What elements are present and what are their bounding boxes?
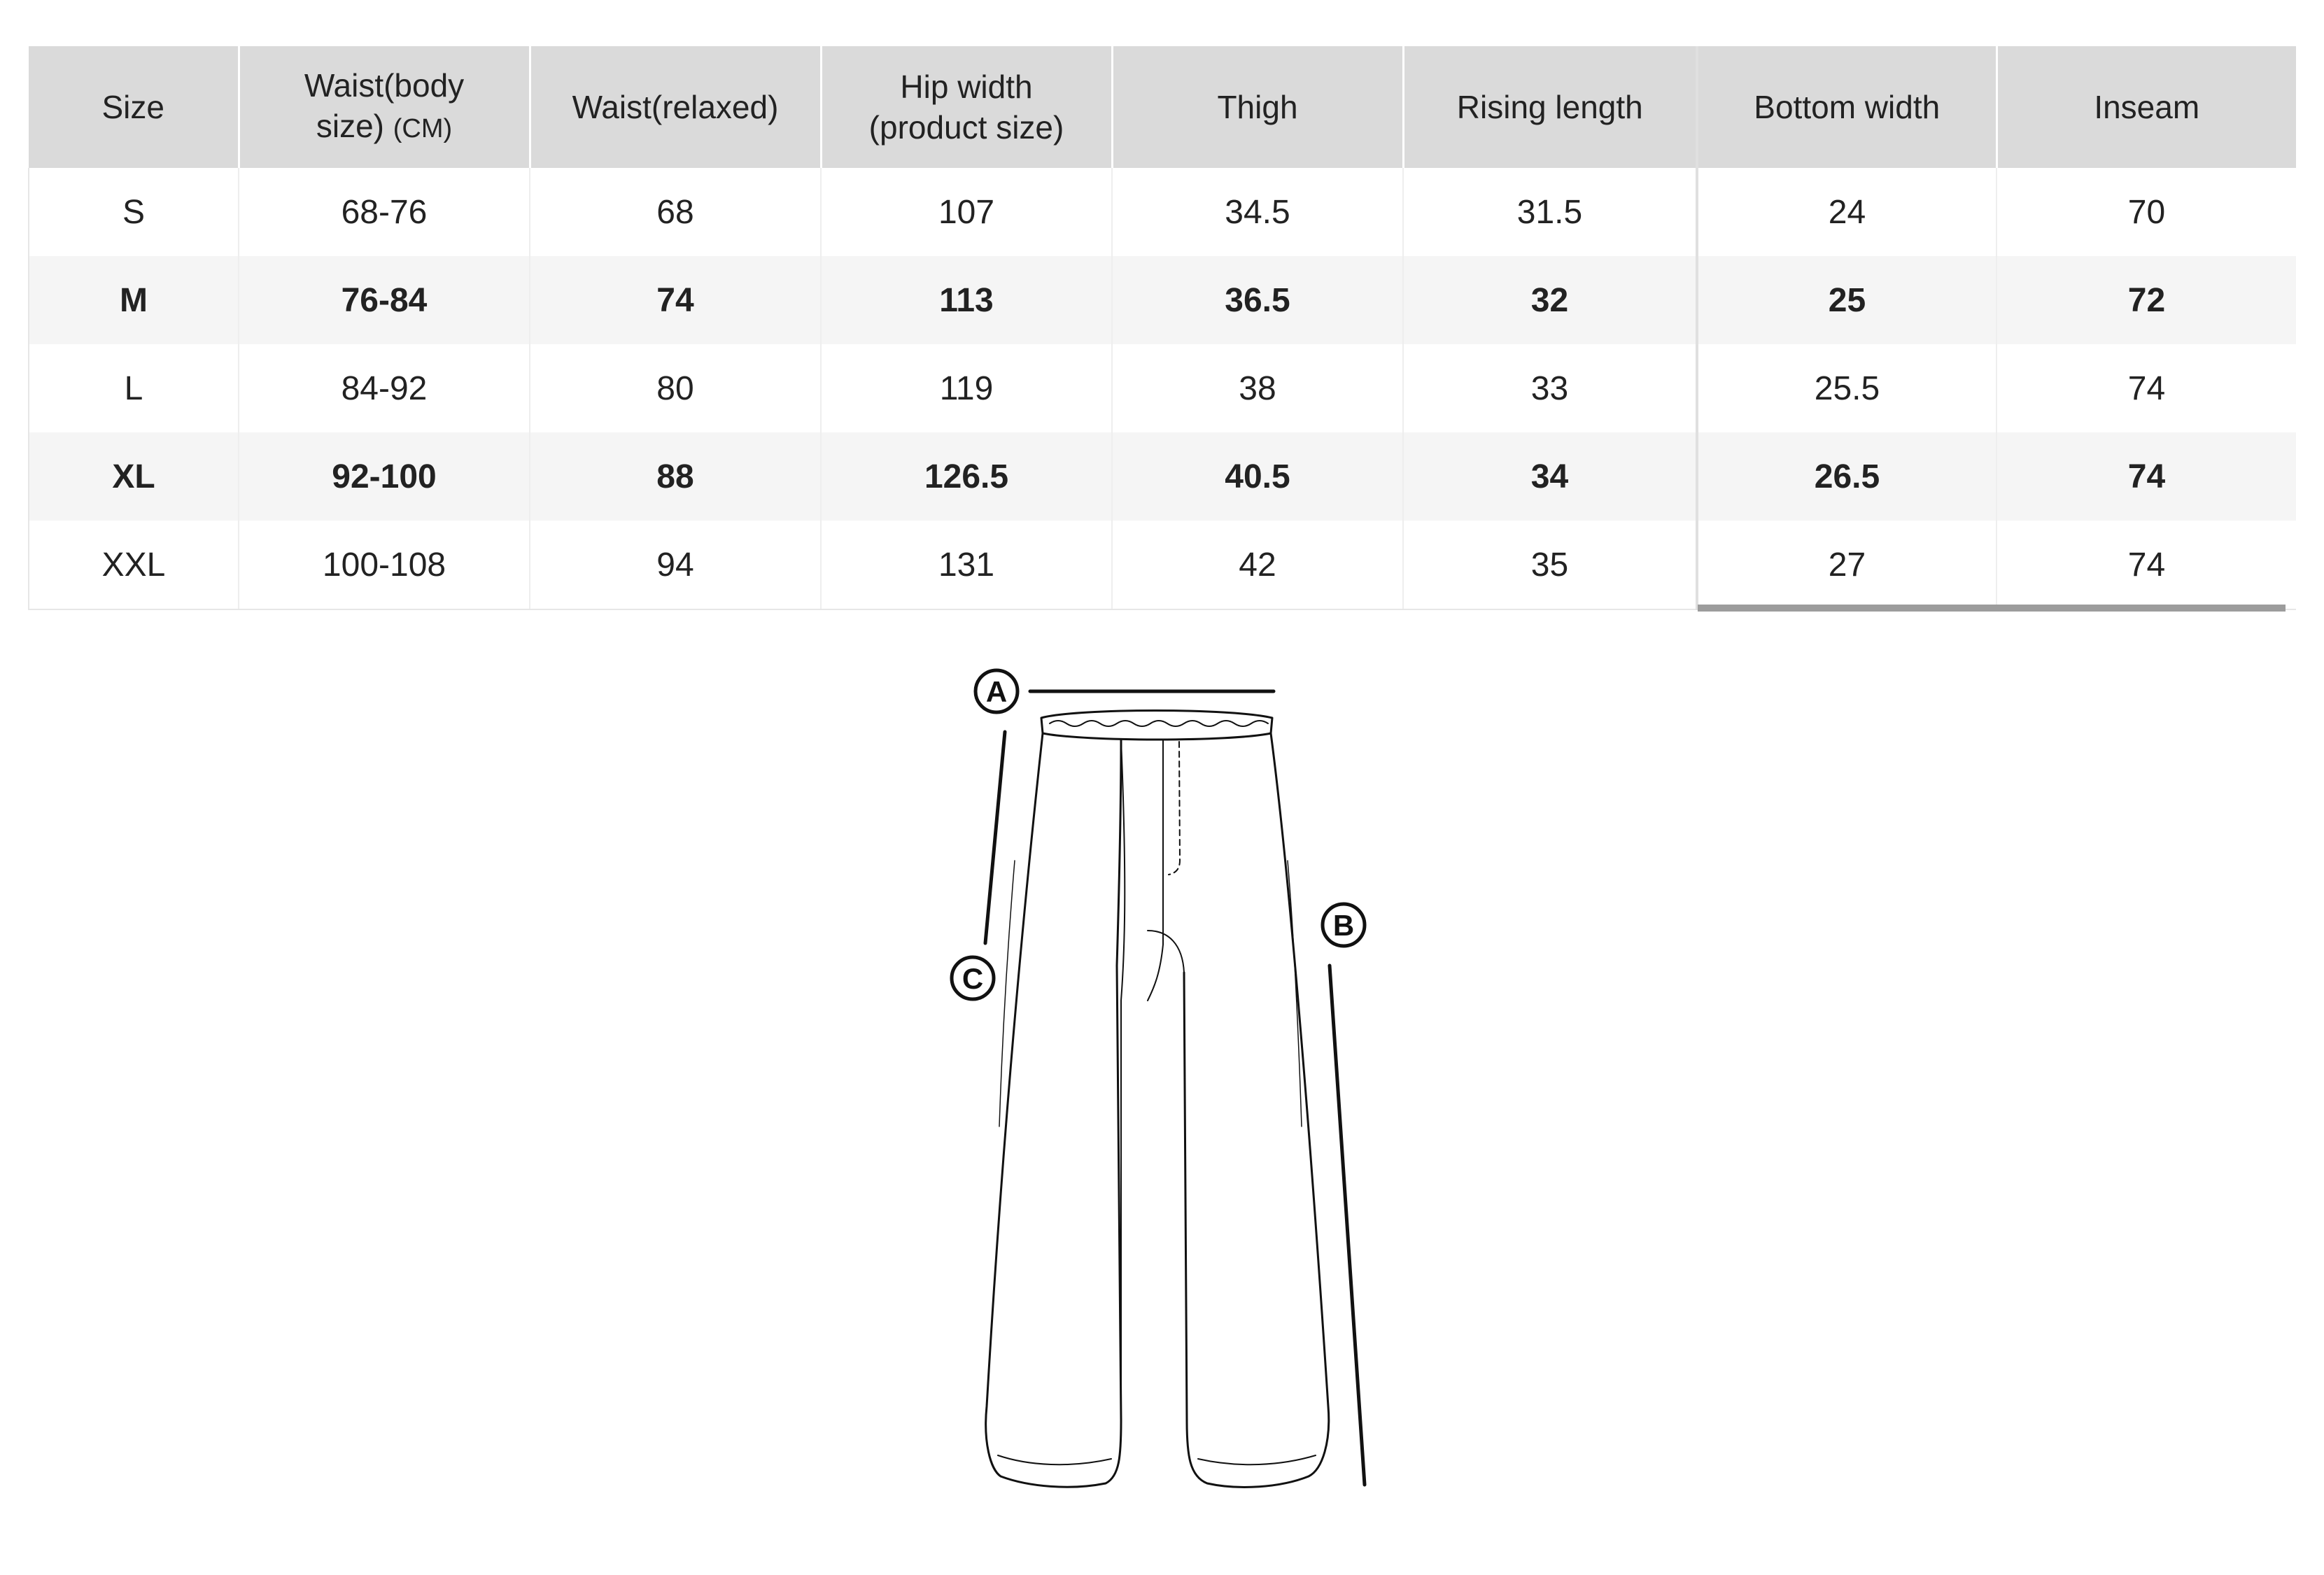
cell-inseam: 74 — [1996, 344, 2296, 432]
header-waist-body-line1: Waist(body — [304, 67, 465, 104]
table-row — [29, 521, 2296, 609]
header-size: Size — [29, 46, 239, 168]
cell-rising-length: 35 — [1403, 521, 1697, 609]
header-waist-body — [239, 46, 530, 168]
header-thigh: Thigh — [1112, 46, 1403, 168]
measure-line-b — [1330, 966, 1365, 1485]
cell-rising-length: 31.5 — [1403, 168, 1697, 256]
cell-inseam: 74 — [1996, 521, 2296, 609]
cell-waist-body: 100-108 — [239, 521, 530, 609]
cell-bottom-width: 26.5 — [1697, 432, 1996, 521]
cell-waist-body: 76-84 — [239, 256, 530, 344]
cell-thigh: 40.5 — [1112, 432, 1403, 521]
header-row — [29, 46, 2296, 168]
cell-inseam: 74 — [1996, 432, 2296, 521]
cell-waist-body: 68-76 — [239, 168, 530, 256]
cell-waist-body: 84-92 — [239, 344, 530, 432]
cell-waist-relaxed: 80 — [530, 344, 821, 432]
pants-illustration — [938, 651, 1386, 1525]
size-chart-table — [28, 46, 2296, 610]
pocket-stitch — [1169, 742, 1180, 875]
marker-b-label: B — [1332, 909, 1355, 942]
cell-waist-relaxed: 74 — [530, 256, 821, 344]
marker-a — [976, 670, 1017, 712]
left-leg-outline — [986, 733, 1121, 1487]
marker-c-label: C — [962, 962, 984, 995]
cell-hip-width: 113 — [821, 256, 1112, 344]
cell-bottom-width: 25.5 — [1697, 344, 1996, 432]
left-inseam — [1121, 740, 1125, 1420]
cell-waist-relaxed: 68 — [530, 168, 821, 256]
header-bottom-width: Bottom width — [1697, 46, 1996, 168]
fly-seam — [1148, 740, 1163, 1001]
header-unit: (CM) — [393, 114, 453, 143]
table-bottom-rule — [1698, 605, 2286, 612]
cell-size: XXL — [29, 521, 239, 609]
cell-thigh: 34.5 — [1112, 168, 1403, 256]
cell-thigh: 38 — [1112, 344, 1403, 432]
size-chart — [28, 46, 2295, 610]
marker-c — [952, 957, 994, 999]
marker-b — [1323, 904, 1365, 946]
pants-diagram — [938, 651, 1386, 1525]
cell-waist-body: 92-100 — [239, 432, 530, 521]
cell-inseam: 72 — [1996, 256, 2296, 344]
cell-size: S — [29, 168, 239, 256]
header-waist-body-line2: size) — [316, 108, 384, 144]
cell-hip-width: 131 — [821, 521, 1112, 609]
header-waist-relaxed: Waist(relaxed) — [530, 46, 821, 168]
cell-thigh: 36.5 — [1112, 256, 1403, 344]
fold-line — [999, 861, 1015, 1126]
cell-size: M — [29, 256, 239, 344]
cell-rising-length: 32 — [1403, 256, 1697, 344]
cell-rising-length: 33 — [1403, 344, 1697, 432]
table-row — [29, 256, 2296, 344]
cell-inseam: 70 — [1996, 168, 2296, 256]
table-row — [29, 432, 2296, 521]
right-cuff — [1198, 1455, 1316, 1464]
table-row — [29, 168, 2296, 256]
cell-thigh: 42 — [1112, 521, 1403, 609]
table-row — [29, 344, 2296, 432]
cell-hip-width: 107 — [821, 168, 1112, 256]
cell-rising-length: 34 — [1403, 432, 1697, 521]
header-hip-line1: Hip width — [900, 69, 1033, 105]
cell-size: XL — [29, 432, 239, 521]
header-hip-width — [821, 46, 1112, 168]
cell-bottom-width: 27 — [1697, 521, 1996, 609]
cell-waist-relaxed: 88 — [530, 432, 821, 521]
cell-bottom-width: 24 — [1697, 168, 1996, 256]
header-rising-length: Rising length — [1403, 46, 1697, 168]
left-cuff — [998, 1455, 1111, 1464]
right-leg-outline — [1184, 733, 1329, 1487]
cell-bottom-width: 25 — [1697, 256, 1996, 344]
cell-hip-width: 126.5 — [821, 432, 1112, 521]
header-inseam: Inseam — [1996, 46, 2296, 168]
cell-hip-width: 119 — [821, 344, 1112, 432]
waistband-gathers — [1050, 721, 1268, 726]
header-hip-line2: (product size) — [868, 109, 1064, 146]
marker-a-label: A — [985, 675, 1008, 708]
cell-size: L — [29, 344, 239, 432]
measure-line-c — [985, 732, 1005, 943]
cell-waist-relaxed: 94 — [530, 521, 821, 609]
right-inseam — [1148, 931, 1187, 1420]
